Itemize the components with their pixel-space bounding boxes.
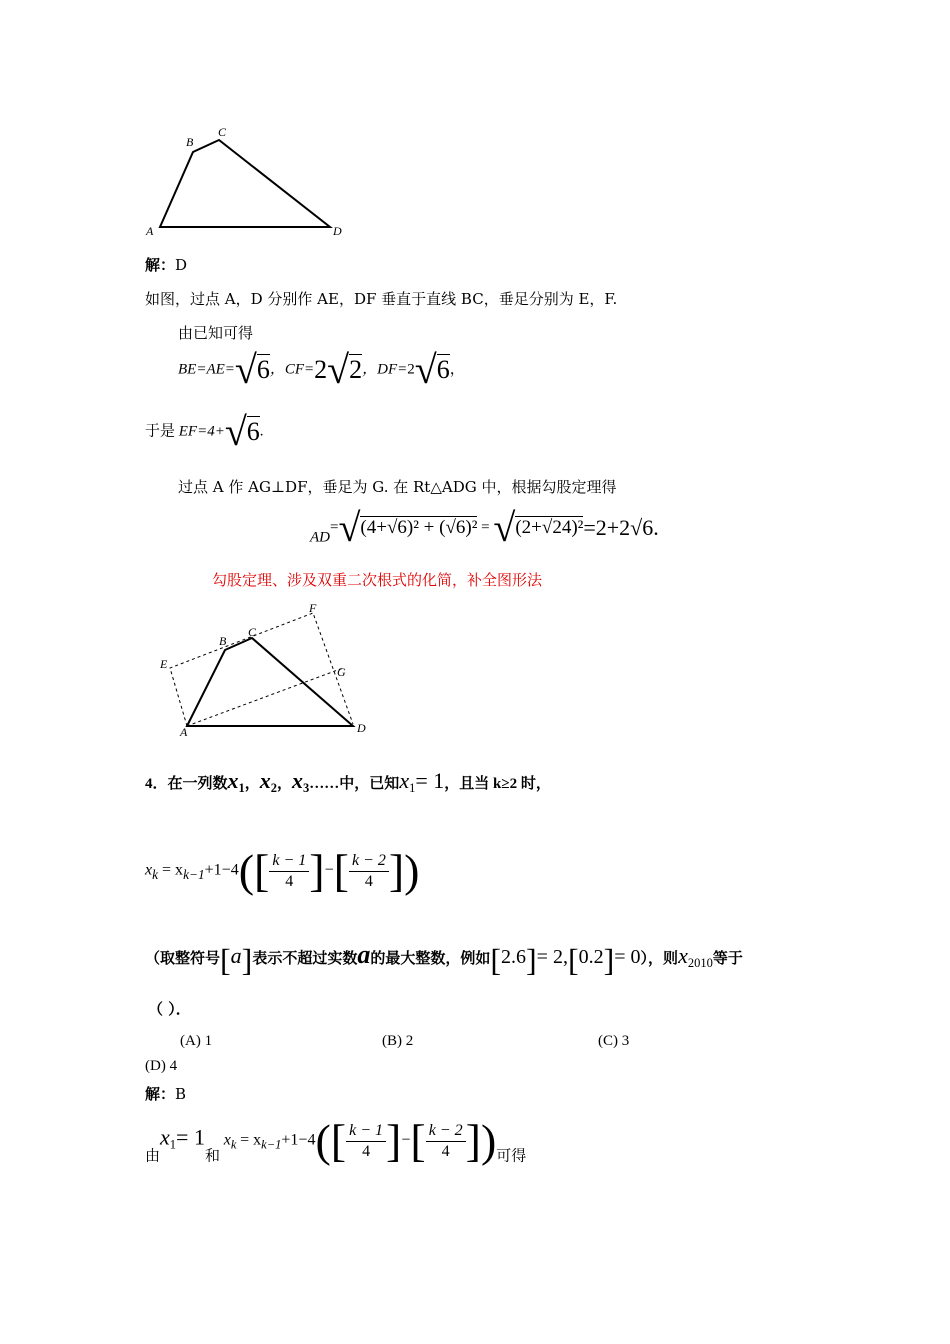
formula-minus: − <box>401 1131 411 1149</box>
left-bracket-icon: [ <box>254 845 270 896</box>
sol2-x1-val: = 1 <box>176 1124 205 1150</box>
radical-icon: √ <box>327 347 350 392</box>
answer-blank: （ ）． <box>148 1000 191 1018</box>
frac1-num: k − 1 <box>269 853 309 872</box>
seq-x3: x <box>292 768 304 793</box>
ef-expr: EF=4+ <box>178 423 225 440</box>
ef-end: . <box>259 423 264 440</box>
fig1-label-c: C <box>218 125 227 139</box>
fig2-label-b: B <box>219 634 227 648</box>
solution-answer: B <box>175 1085 187 1103</box>
solution-1-line-4: 过点 A 作 AG⊥DF，垂足为 G. 在 Rt△ADG 中，根据勾股定理得 <box>178 478 617 496</box>
fig1-label-d: D <box>333 224 342 238</box>
radical-icon: √ <box>493 505 516 550</box>
radical-icon: √ <box>224 409 247 454</box>
seq-x1-sub: 1 <box>238 781 245 795</box>
left-paren-icon: ( <box>238 845 255 896</box>
solution-2-line <box>145 1115 527 1166</box>
frac1-num: k − 1 <box>346 1123 386 1142</box>
line3-prefix: 于是 <box>145 423 176 440</box>
fig2-label-g: G <box>337 665 346 679</box>
known-x1-sub: 1 <box>409 781 416 795</box>
seq-x3-sub: 3 <box>303 781 310 795</box>
left-bracket-icon: [ <box>220 941 231 978</box>
fig2-label-e: E <box>160 657 168 671</box>
frac2-den: 4 <box>364 872 373 890</box>
ef-root: 6 <box>246 417 260 446</box>
formula-sub2: k−1 <box>261 1137 282 1152</box>
right-paren-icon: ) <box>480 1115 497 1166</box>
sol2-and: 和 <box>204 1148 220 1165</box>
ad-label: AD <box>310 529 330 546</box>
frac1-den: 4 <box>362 1142 371 1160</box>
ex1: 2.6 <box>501 946 527 968</box>
right-bracket-icon: ] <box>386 1115 402 1166</box>
eq-cf-coef: 2 <box>314 355 328 384</box>
eq-cf: ，CF= <box>269 361 315 378</box>
note-b: 表示不超过实数 <box>252 951 358 967</box>
formula-eq: = x <box>162 861 184 879</box>
eq-end: ， <box>449 361 465 378</box>
quadrilateral-outline <box>160 140 330 227</box>
sol2-from: 由 <box>145 1148 161 1165</box>
option-d[interactable]: (D) 4 <box>145 1058 178 1074</box>
radical-icon: √ <box>414 347 437 392</box>
solution-1-line-1: 如图，过点 A，D 分别作 AE，DF 垂直于直线 BC，垂足分别为 E，F. <box>145 290 618 308</box>
fig2-label-a: A <box>180 725 188 739</box>
note-sym: a <box>230 943 242 968</box>
note-a: （取整符号 <box>145 951 221 967</box>
target-x: x <box>678 943 688 968</box>
note-d: ），则 <box>640 951 679 967</box>
figure-completed <box>155 598 385 740</box>
solution-label: 解： <box>145 1085 176 1103</box>
right-bracket-icon: ] <box>241 941 253 978</box>
left-bracket-icon: [ <box>490 941 502 978</box>
right-paren-icon: ) <box>404 845 420 896</box>
eq-df-coef: 2 <box>407 361 415 378</box>
solution-1-line-3 <box>145 409 264 454</box>
known-x1: x <box>399 768 410 793</box>
ex2: 0.2 <box>578 946 604 968</box>
frac2-den: 4 <box>441 1142 450 1160</box>
right-bracket-icon: ] <box>526 941 537 978</box>
solution-1-line-2: 由已知可得 <box>178 324 254 342</box>
solution-2-header <box>145 1083 186 1104</box>
formula-lhs-sub: k <box>152 866 159 882</box>
solution-answer: D <box>175 256 188 274</box>
fig1-label-b: B <box>186 135 194 149</box>
ex2-val: = 0 <box>614 946 641 968</box>
q4-intro-b: ……中，已知 <box>309 776 400 792</box>
option-b[interactable]: (B) 2 <box>382 1033 414 1049</box>
fraction-1 <box>346 1123 386 1160</box>
right-bracket-icon: ] <box>465 1115 481 1166</box>
fig2-label-c: C <box>248 625 257 639</box>
fraction-2 <box>349 853 389 890</box>
option-c[interactable]: (C) 3 <box>598 1033 630 1049</box>
seq-x2-sub: 2 <box>270 781 278 795</box>
method-note: 勾股定理、涉及双重二次根式的化简，补全图形法 <box>212 571 543 589</box>
eq-root6: 6 <box>256 355 270 384</box>
q4-intro-a: 4．在一列数 <box>145 776 228 792</box>
eq-root2: 2 <box>349 355 363 384</box>
ad-expr-2: (2+√24)² <box>515 517 584 538</box>
formula-rest: +1−4 <box>281 1131 316 1149</box>
fig2-label-f: F <box>309 601 317 615</box>
ad-result: =2+2√6. <box>583 515 659 540</box>
left-bracket-icon: [ <box>333 845 349 896</box>
formula-minus: − <box>324 861 334 879</box>
recurrence-formula <box>145 845 420 896</box>
option-a[interactable]: (A) 1 <box>180 1033 213 1049</box>
formula-lhs: x <box>223 1131 231 1149</box>
solution-1-equation-1 <box>178 347 465 392</box>
fig1-label-a: A <box>146 224 154 238</box>
sol2-x1: x <box>160 1124 170 1150</box>
frac1-den: 4 <box>285 872 294 890</box>
quadrilateral-outline <box>187 638 353 726</box>
floor-note <box>145 940 743 976</box>
seq-x2: x <box>259 768 271 793</box>
eq-be-ae: BE=AE= <box>178 361 235 378</box>
eq-root6b: 6 <box>436 355 450 384</box>
left-bracket-icon: [ <box>330 1115 347 1166</box>
formula-rest: +1−4 <box>204 861 239 879</box>
formula-lhs-sub: k <box>230 1137 237 1152</box>
left-paren-icon: ( <box>315 1115 331 1166</box>
right-bracket-icon: ] <box>309 845 325 896</box>
sol2-x1-sub: 1 <box>169 1137 177 1152</box>
ad-expr-1: (4+√6)² + (√6)² <box>360 517 478 538</box>
q4-intro-c: ，且当 k≥2 时， <box>444 776 551 792</box>
target-sub: 2010 <box>687 956 713 970</box>
fraction-2 <box>426 1123 466 1160</box>
left-bracket-icon: [ <box>410 1115 426 1166</box>
known-x1-val: = 1 <box>415 768 445 793</box>
solution-1-header <box>145 254 187 275</box>
seq-x1: x <box>227 768 239 793</box>
solution-label: 解： <box>145 256 176 274</box>
fraction-1 <box>269 853 309 890</box>
eq-df: ，DF= <box>362 361 408 378</box>
figure-quadrilateral <box>140 120 360 245</box>
note-var: a <box>357 940 371 969</box>
formula-sub2: k−1 <box>183 866 205 882</box>
note-c: 的最大整数，例如 <box>370 951 491 967</box>
fig2-label-d: D <box>357 721 366 735</box>
formula-eq: = x <box>240 1131 262 1149</box>
question-4-intro: 4．在一列数$x_1$，$x_2$，$x_3\dots\dots$中，已知$x_1= 1$，且当 k≥2 时， <box>145 768 551 795</box>
radical-icon: √ <box>338 505 361 550</box>
sol2-end: 可得 <box>496 1148 527 1165</box>
formula-lhs: x <box>145 861 153 879</box>
right-bracket-icon: ] <box>603 941 615 978</box>
ex1-val: = 2, <box>536 946 568 968</box>
frac2-num: k − 2 <box>349 853 389 872</box>
left-bracket-icon: [ <box>567 941 579 978</box>
right-bracket-icon: ] <box>388 845 405 896</box>
frac2-num: k − 2 <box>426 1123 466 1142</box>
note-e: 等于 <box>712 951 743 967</box>
dashed-rectangle <box>170 613 353 726</box>
radical-icon: √ <box>234 347 257 392</box>
solution-1-ad-equation: AD=√(4+√6)² + (√6)² = √(2+√24)²=2+2√6. <box>310 505 659 550</box>
